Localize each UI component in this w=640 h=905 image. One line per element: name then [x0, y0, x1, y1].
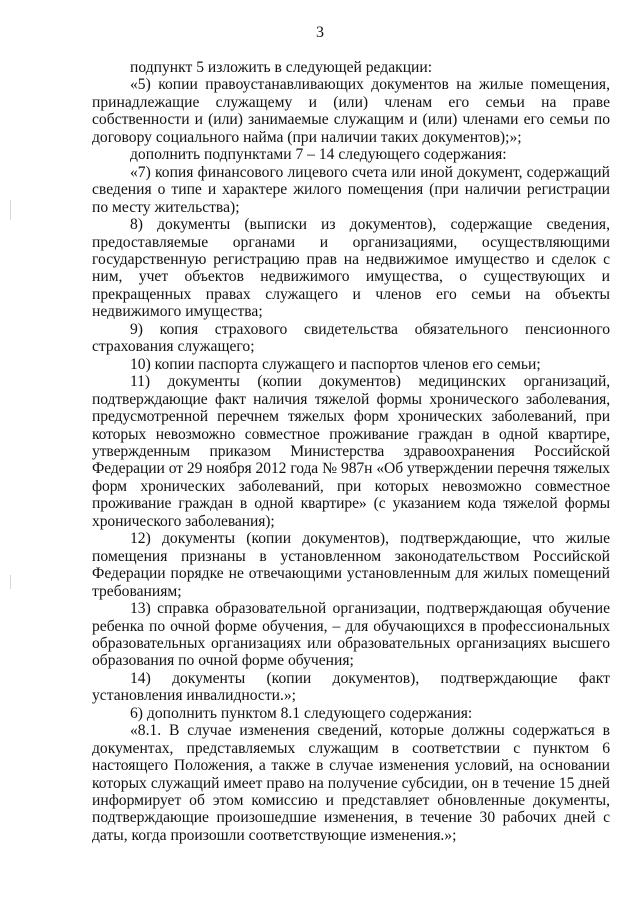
paragraph-item-14: 14) документы (копии документов), подтверждающие факт установления инвалидности.»; — [92, 669, 610, 705]
paragraph-item-5: «5) копии правоустанавливающих документов на жилые помещения, принадлежащие служащему и (или) членам его семьи на праве собственности и (или) занимаемые служащим и (или) членами его семьи по договору социального найма (при наличии таких документов);»; — [92, 76, 610, 146]
paragraph-item-8: 8) документы (выписки из документов), содержащие сведения, предоставляемые органами и организациями, осуществляющими государственную регистрацию прав на недвижимое имущество и сделок с ним, учет объектов недвижимого имущества, о существующих и прекращенных правах служащего и членов его семьи на объекты недвижимого имущества; — [92, 216, 610, 321]
paragraph-item-12: 12) документы (копии документов), подтверждающие, что жилые помещения признаны в установленном законодательством Российской Федерации порядке не отвечающими установленным для жилых помещений требованиям; — [92, 530, 610, 600]
page-number: 3 — [316, 24, 324, 41]
document-body — [92, 59, 610, 844]
paragraph-item-13: 13) справка образовательной организации, подтверждающая обучение ребенка по очной форме обучения, – для обучающихся в профессиональных образовательных организациях или образовательных организациях высшего образования по очной форме обучения; — [92, 600, 610, 670]
paragraph-point-8-1: «8.1. В случае изменения сведений, которые должны содержаться в документах, представляемых служащим в соответствии с пунктом 6 настоящего Положения, а также в случае изменения условий, на основании которых служащий имеет право на получение субсидии, он в течение 15 дней информирует об этом комиссию и представляет обновленные документы, подтверждающие произошедшие изменения, в течение 30 рабочих дней с даты, когда произошли соответствующие изменения.»; — [92, 722, 610, 844]
paragraph-item-9: 9) копия страхового свидетельства обязательного пенсионного страхования служащего; — [92, 320, 610, 356]
scan-edge-mark — [10, 575, 11, 589]
paragraph-item-10: 10) копии паспорта служащего и паспортов членов его семьи; — [130, 355, 541, 373]
paragraph-item-7: «7) копия финансового лицевого счета или иной документ, содержащий сведения о типе и характере жилого помещения (при наличии регистрации по месту жительства); — [92, 163, 610, 216]
paragraph-intro-point-8-1: 6) дополнить пунктом 8.1 следующего содержания: — [130, 704, 473, 722]
paragraph-intro-subpoints-7-14: дополнить подпунктами 7 – 14 следующего содержания: — [130, 146, 507, 164]
paragraph-intro-subpoint-5: подпункт 5 изложить в следующей редакции: — [130, 59, 433, 76]
scan-edge-mark — [10, 200, 11, 220]
paragraph-item-11: 11) документы (копии документов) медицинских организаций, подтверждающие факт наличия тяжелой формы хронического заболевания, предусмотренной перечнем тяжелых форм хронических заболеваний, при которых невозможно совместное проживание граждан в одной квартире, утвержденным приказом Министерства здравоохранения Российской Федерации от 29 ноября 2012 года № 987н «Об утверждении перечня тяжелых форм хронических заболеваний, при которых невозможно совместное проживание граждан в одной квартире» (с указанием кода тяжелой формы хронического заболевания); — [92, 373, 610, 530]
